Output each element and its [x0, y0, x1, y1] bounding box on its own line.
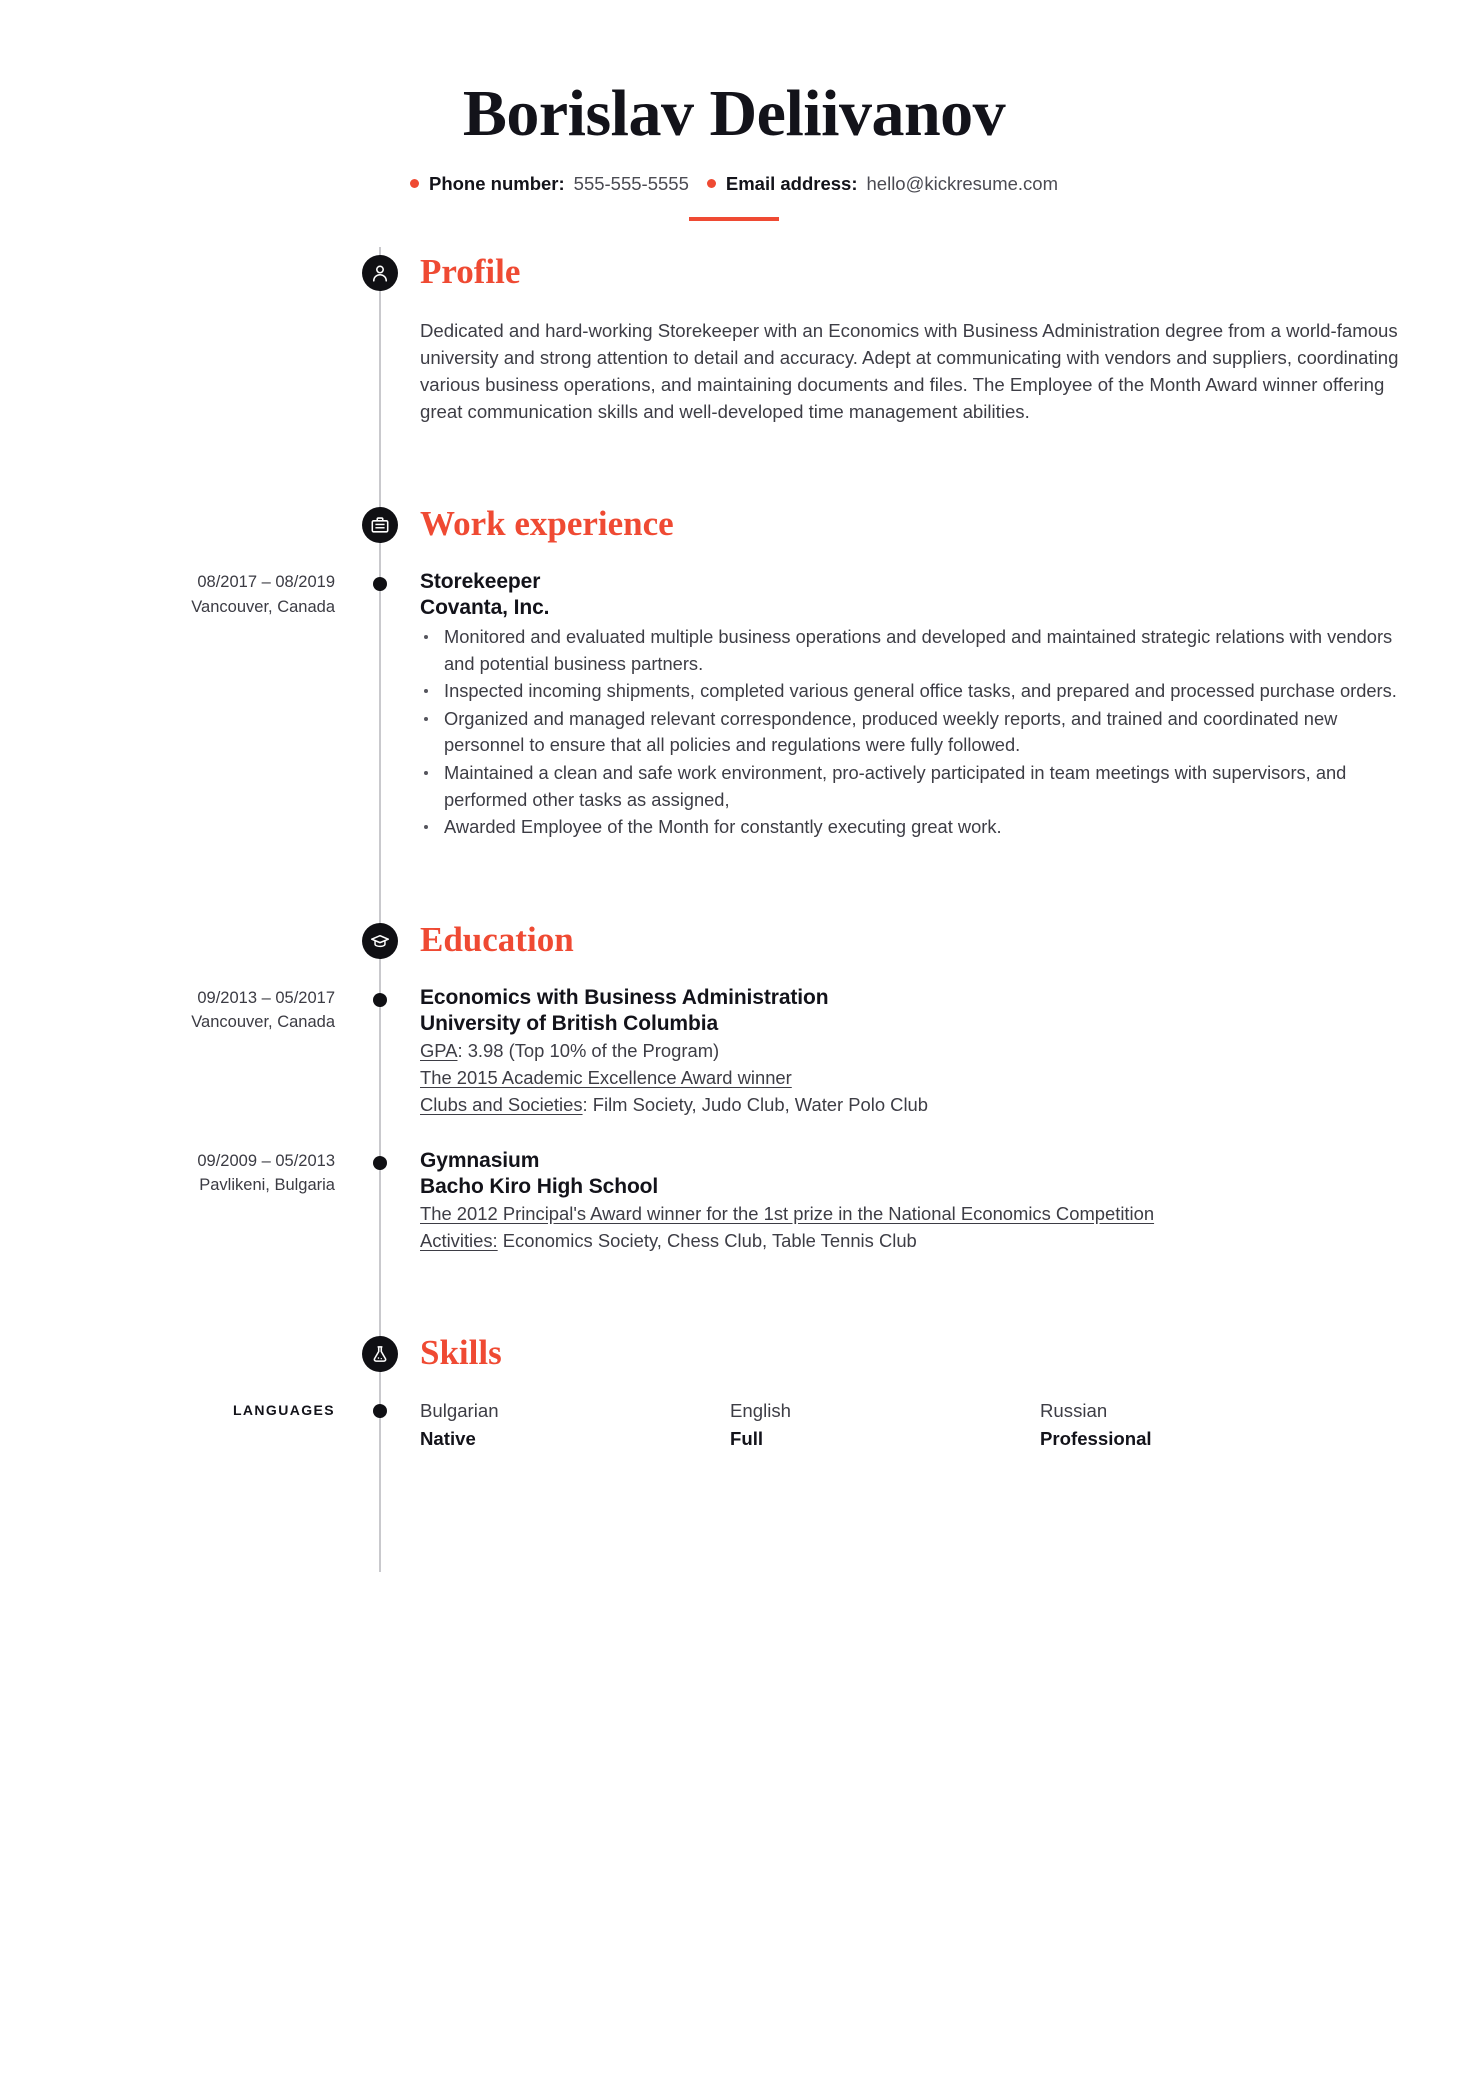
section-title-profile: Profile	[420, 251, 521, 291]
spacer	[0, 425, 1468, 499]
work-entry-dates: 08/2017 – 08/2019	[197, 573, 335, 592]
skill-level: Full	[730, 1427, 764, 1449]
page-title: Borislav Deliivanov	[462, 77, 1006, 150]
section-header-skills	[0, 1328, 1468, 1394]
education-entry-meta	[0, 986, 335, 1035]
work-entry-company: Covanta, Inc.	[420, 596, 550, 620]
contact-phone-value: 555-555-5555	[573, 172, 689, 194]
education-entry-dates: 09/2013 – 05/2017	[197, 988, 335, 1007]
work-entry	[0, 569, 1468, 840]
flask-icon	[362, 1336, 398, 1372]
section-header-profile	[0, 247, 1468, 313]
spacer	[0, 1254, 1468, 1328]
spacer	[0, 841, 1468, 915]
skill-item	[730, 1398, 1040, 1452]
skills-group-label: LANGUAGES	[232, 1402, 335, 1419]
education-detail	[420, 1228, 1408, 1254]
person-icon	[362, 255, 398, 291]
education-entry	[0, 985, 1468, 1118]
contact-line	[0, 173, 1468, 195]
education-detail-value: Economics Society, Chess Club, Table Tennis Club	[497, 1230, 917, 1252]
skill-name: Bulgarian	[420, 1400, 499, 1422]
profile-text: Dedicated and hard-working Storekeeper with an Economics with Business Administration degree from a world-famous university and strong attention to detail and accuracy. Adept at communicating with vendors and suppliers, coordinating various business operations, and maintaining documents and files. The Employee of the Month Award winner offering great communication skills and well-developed time management abilities.	[420, 319, 1399, 423]
list-item: Awarded Employee of the Month for constantly executing great work.	[420, 814, 1408, 841]
section-education	[0, 915, 1468, 1255]
education-detail-key: GPA	[420, 1039, 458, 1061]
contact-phone-label: Phone number:	[428, 172, 565, 194]
education-entry-school: University of British Columbia	[420, 1011, 719, 1035]
section-header-work	[0, 499, 1468, 565]
accent-divider	[689, 217, 779, 221]
education-entry-school: Bacho Kiro High School	[420, 1175, 659, 1198]
section-title-work: Work experience	[420, 504, 674, 544]
education-entry	[0, 1148, 1468, 1254]
work-entry-title: Storekeeper	[420, 570, 541, 594]
resume-header	[0, 0, 1468, 221]
education-detail	[420, 1038, 1408, 1064]
resume-body	[0, 247, 1468, 1572]
list-item: Maintained a clean and safe work environment, pro-actively participated in team meetings with supervisors, and performed other tasks as assigned,	[420, 760, 1408, 813]
graduation-cap-icon	[362, 923, 398, 959]
work-entry-meta	[0, 570, 335, 619]
work-entry-bullets	[420, 624, 1408, 840]
education-detail-key: The 2012 Principal's Award winner for the 1st prize in the National Economics Competition	[420, 1203, 1155, 1225]
section-skills	[0, 1328, 1468, 1452]
skills-languages-row	[0, 1398, 1468, 1452]
bullet-dot-icon	[410, 179, 419, 188]
education-detail	[420, 1065, 1408, 1091]
skill-name: Russian	[1040, 1400, 1108, 1422]
timeline-tail	[0, 1452, 1468, 1572]
skill-columns	[420, 1398, 1408, 1452]
contact-email-label: Email address:	[725, 172, 858, 194]
list-item: Monitored and evaluated multiple business operations and developed and maintained strategic relations with vendors and potential business partners.	[420, 624, 1408, 677]
list-item: Inspected incoming shipments, completed various general office tasks, and prepared and processed purchase orders.	[420, 678, 1408, 705]
section-work-experience	[0, 499, 1468, 840]
education-detail	[420, 1201, 1408, 1227]
section-profile	[0, 247, 1468, 426]
timeline-node	[373, 577, 387, 591]
skill-level: Native	[420, 1427, 476, 1449]
education-entry-dates: 09/2009 – 05/2013	[197, 1151, 335, 1170]
section-title-skills: Skills	[420, 1333, 502, 1373]
skill-name: English	[730, 1400, 791, 1422]
education-detail-value: : Film Society, Judo Club, Water Polo Club	[582, 1093, 929, 1115]
timeline-node	[373, 1156, 387, 1170]
skill-level: Professional	[1040, 1427, 1152, 1449]
contact-email-value: hello@kickresume.com	[866, 172, 1059, 194]
education-entry-degree: Gymnasium	[420, 1148, 540, 1172]
education-detail	[420, 1092, 1408, 1118]
education-entry-location: Vancouver, Canada	[191, 1012, 335, 1031]
education-entry-meta	[0, 1149, 335, 1198]
section-header-education	[0, 915, 1468, 981]
timeline-node	[373, 993, 387, 1007]
education-entry-location: Pavlikeni, Bulgaria	[199, 1176, 335, 1195]
education-detail-key: Activities:	[420, 1230, 498, 1252]
briefcase-icon	[362, 507, 398, 543]
timeline-node	[373, 1404, 387, 1418]
header-divider-wrap	[0, 217, 1468, 221]
contact-email	[707, 173, 1058, 195]
education-detail-key: The 2015 Academic Excellence Award winner	[420, 1066, 792, 1088]
list-item: Organized and managed relevant correspondence, produced weekly reports, and trained and coordinated new personnel to ensure that all policies and regulations were fully followed.	[420, 706, 1408, 759]
education-entry-degree: Economics with Business Administration	[420, 985, 829, 1009]
education-detail-value: : 3.98 (Top 10% of the Program)	[457, 1039, 720, 1061]
skill-item	[1040, 1398, 1350, 1452]
bullet-dot-icon	[707, 179, 716, 188]
contact-phone	[410, 173, 707, 195]
section-title-education: Education	[420, 919, 574, 959]
education-detail-key: Clubs and Societies	[420, 1093, 583, 1115]
work-entry-location: Vancouver, Canada	[191, 597, 335, 616]
skill-item	[420, 1398, 730, 1452]
